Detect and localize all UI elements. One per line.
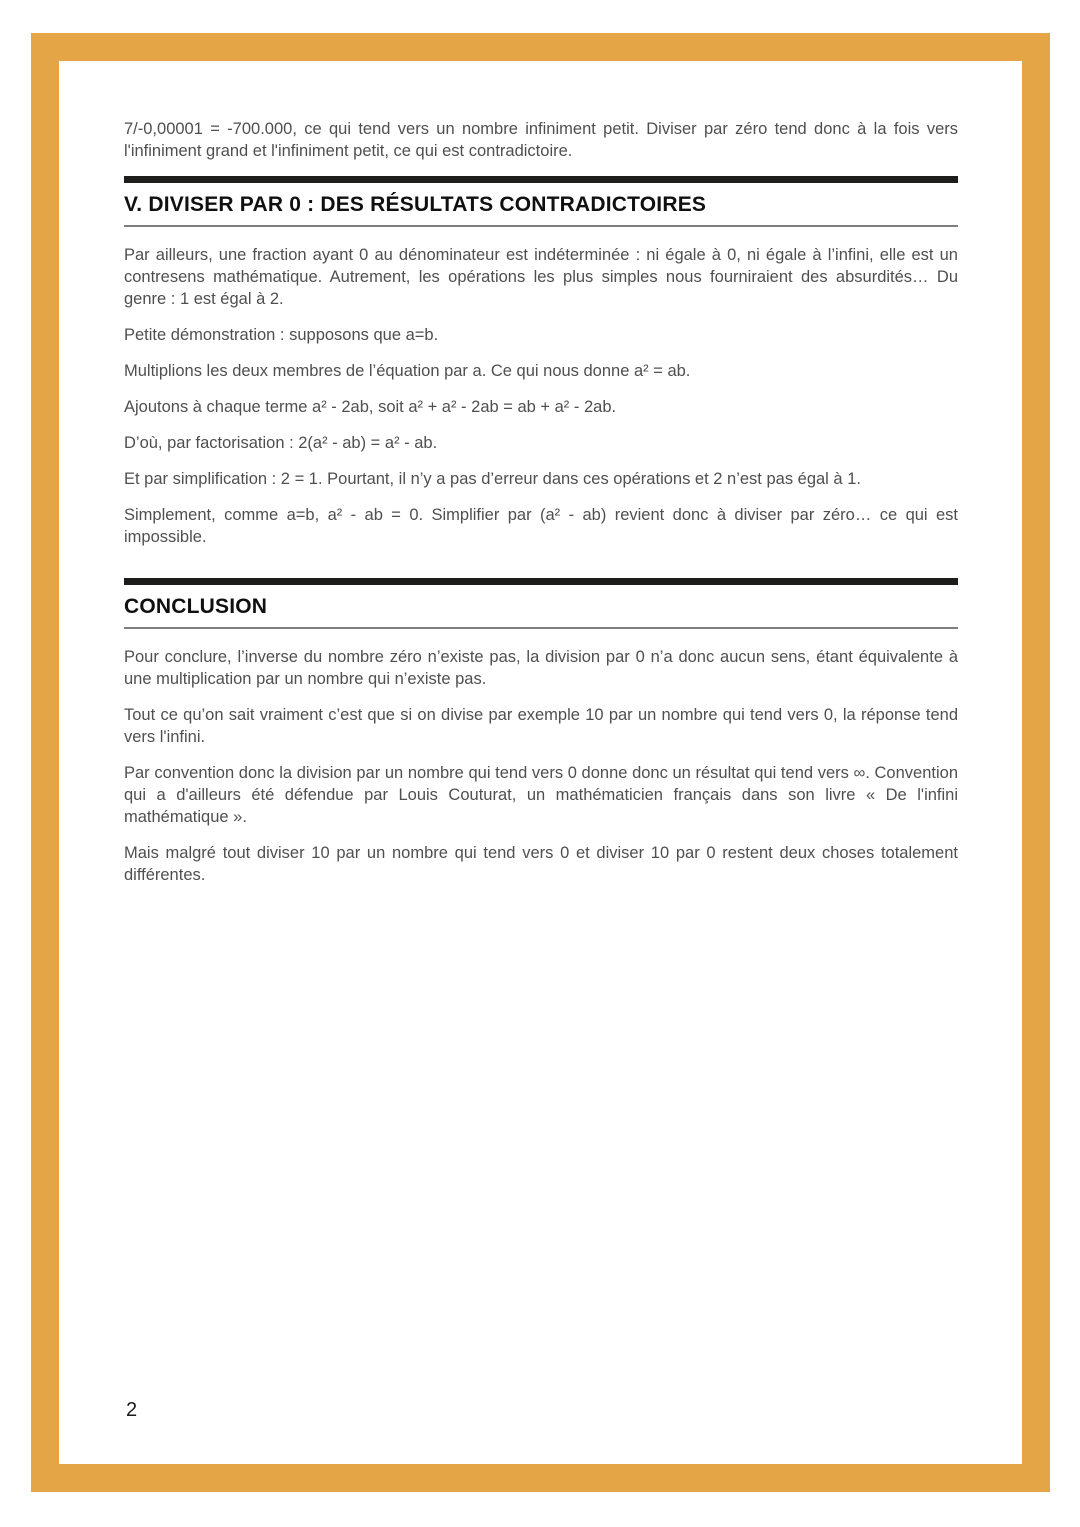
paragraph: Petite démonstration : supposons que a=b.: [124, 326, 439, 344]
section-title-underline: [124, 627, 958, 629]
section-paragraphs: [124, 244, 958, 548]
paragraph: Tout ce qu’on sait vraiment c’est que si on divise par exemple 10 par un nombre qui tend vers 0, la réponse tend vers l'infini.: [124, 706, 958, 746]
section-title-conclusion: CONCLUSION: [124, 595, 268, 618]
paragraph: Pour conclure, l’inverse du nombre zéro n’existe pas, la division par 0 n’a donc aucun sens, étant équivalente à une multiplication par un nombre qui n’existe pas.: [124, 648, 958, 688]
page-number: 2: [126, 1399, 138, 1421]
paragraph: Et par simplification : 2 = 1. Pourtant, il n’y a pas d’erreur dans ces opérations et 2 n’est pas égal à 1.: [124, 470, 861, 488]
intro-paragraph: 7/-0,00001 = -700.000, ce qui tend vers un nombre infiniment petit. Diviser par zéro tend donc à la fois vers l'infiniment grand et l'infiniment petit, ce qui est contradictoire.: [124, 120, 958, 160]
section-divider-bar: [124, 176, 958, 183]
paragraph: Ajoutons à chaque terme a² - 2ab, soit a² + a² - 2ab = ab + a² - 2ab.: [124, 398, 617, 416]
paragraph: Multiplions les deux membres de l’équation par a. Ce qui nous donne a² = ab.: [124, 362, 691, 380]
page-content: [59, 61, 1022, 1464]
section-divider-bar: [124, 578, 958, 585]
paragraph: Mais malgré tout diviser 10 par un nombre qui tend vers 0 et diviser 10 par 0 restent deux choses totalement différentes.: [124, 844, 958, 884]
section-title-underline: [124, 225, 958, 227]
paragraph: Simplement, comme a=b, a² - ab = 0. Simplifier par (a² - ab) revient donc à diviser par zéro… ce qui est impossible.: [124, 506, 958, 546]
section-title-diviser-par-0: V. DIVISER PAR 0 : DES RÉSULTATS CONTRADICTOIRES: [124, 193, 707, 216]
paragraph: D’où, par factorisation : 2(a² - ab) = a² - ab.: [124, 434, 438, 452]
section-paragraphs: [124, 646, 958, 886]
paragraph: Par ailleurs, une fraction ayant 0 au dénominateur est indéterminée : ni égale à 0, ni égale à l’infini, elle est un contresens mathématique. Autrement, les opérations les plus simples nous fourniraient des absurdités… Du genre : 1 est égal à 2.: [124, 246, 958, 308]
paragraph: Par convention donc la division par un nombre qui tend vers 0 donne donc un résultat qui tend vers ∞. Convention qui a d'ailleurs été défendue par Louis Couturat, un mathématicien français dans son livre « De l'infini mathématique ».: [124, 764, 958, 826]
page-border-frame: [31, 33, 1050, 1492]
